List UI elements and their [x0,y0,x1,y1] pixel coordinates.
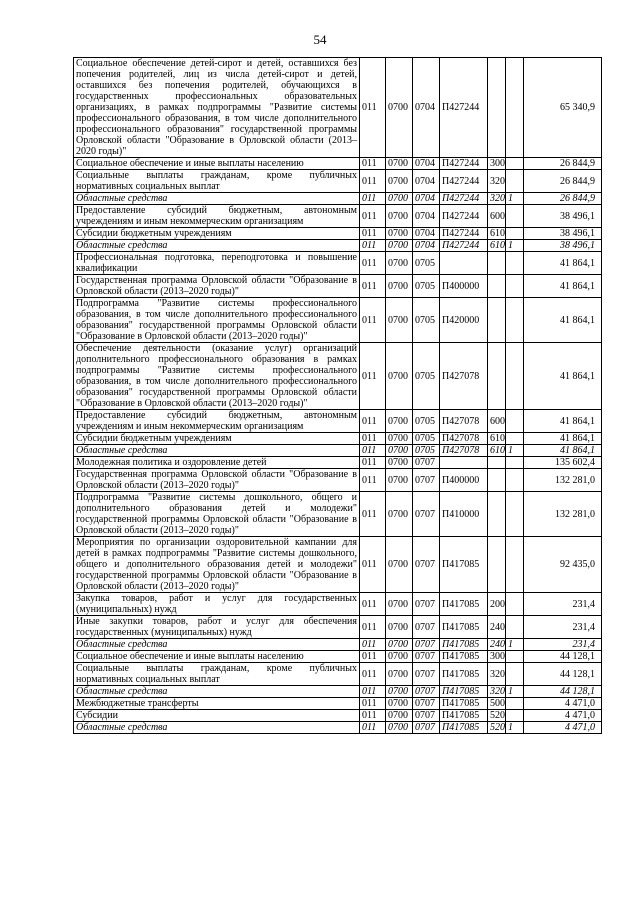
row-code-pr: 0704 [413,205,440,228]
row-code-vr [488,298,506,343]
row-name: Молодежная политика и оздоровление детей [74,457,360,469]
row-code-vr [488,469,506,492]
row-code-gr: 011 [360,433,386,445]
row-code-ss [506,158,524,170]
row-code-vr: 610 [488,433,506,445]
row-code-vr: 610 [488,228,506,240]
row-code-ss [506,170,524,193]
row-code-gr: 011 [360,639,386,651]
table-row [74,343,602,410]
row-code-vr: 300 [488,651,506,663]
table-row [74,722,602,734]
row-code-cs: П427244 [440,240,488,252]
table-row [74,639,602,651]
row-code-pr: 0705 [413,343,440,410]
row-code-cs: П417085 [440,651,488,663]
row-code-cs: П417085 [440,698,488,710]
row-code-vr [488,492,506,537]
row-code-cs [440,252,488,275]
row-name: Подпрограмма "Развитие системы дошкольного, общего и дополнительного образования детей и молодежи" государственной программы Орловской области "Образование в Орловской области (2013–2020 годы)" [74,492,360,537]
row-code-gr: 011 [360,275,386,298]
row-code-cs: П400000 [440,469,488,492]
table-row [74,593,602,616]
row-code-rz: 0700 [386,698,413,710]
row-code-ss: 1 [506,686,524,698]
row-name: Мероприятия по организации оздоровительной кампании для детей в рамках подпрограммы "Развитие системы дошкольного, общего и дополнительного образования детей и молодежи" государственной программы Орловской области "Образование в Орловской области (2013–2020 годы)" [74,537,360,593]
row-amount: 231,4 [524,639,602,651]
row-code-cs: П420000 [440,298,488,343]
row-code-ss [506,616,524,639]
row-amount: 26 844,9 [524,158,602,170]
row-amount: 41 864,1 [524,298,602,343]
row-code-pr: 0707 [413,616,440,639]
row-code-cs: П427244 [440,170,488,193]
row-code-gr: 011 [360,457,386,469]
row-code-cs: П427244 [440,158,488,170]
row-code-vr: 520 [488,722,506,734]
row-name: Профессиональная подготовка, переподготовка и повышение квалификации [74,252,360,275]
row-code-pr: 0707 [413,492,440,537]
row-code-ss [506,433,524,445]
row-code-pr: 0707 [413,639,440,651]
row-code-gr: 011 [360,492,386,537]
row-code-vr: 610 [488,445,506,457]
row-code-ss [506,651,524,663]
row-amount: 231,4 [524,593,602,616]
row-code-gr: 011 [360,205,386,228]
row-code-cs: П417085 [440,663,488,686]
row-code-gr: 011 [360,698,386,710]
row-name: Областные средства [74,686,360,698]
row-amount: 4 471,0 [524,722,602,734]
row-code-cs: П427078 [440,343,488,410]
row-code-gr: 011 [360,469,386,492]
row-code-ss: 1 [506,240,524,252]
row-code-rz: 0700 [386,686,413,698]
row-code-cs: П427244 [440,58,488,158]
row-code-ss [506,343,524,410]
row-code-rz: 0700 [386,298,413,343]
row-code-pr: 0704 [413,228,440,240]
row-amount: 92 435,0 [524,537,602,593]
row-code-vr: 320 [488,170,506,193]
row-code-gr: 011 [360,193,386,205]
table-row [74,686,602,698]
row-amount: 41 864,1 [524,343,602,410]
row-code-rz: 0700 [386,492,413,537]
row-code-ss: 1 [506,639,524,651]
row-code-ss [506,663,524,686]
row-code-gr: 011 [360,158,386,170]
row-name: Субсидии бюджетным учреждениям [74,228,360,240]
row-code-pr: 0707 [413,457,440,469]
row-code-vr: 610 [488,240,506,252]
row-name: Обеспечение деятельности (оказание услуг) организаций дополнительного профессионального образования в рамках подпрограммы "Развитие системы профессионального образования, в том числе дополнительного профессионального образования" государственной программы Орловской области "Образование в Орловской области (2013–2020 годы)" [74,343,360,410]
table-row [74,193,602,205]
table-row [74,298,602,343]
table-row [74,410,602,433]
row-code-cs: П427078 [440,433,488,445]
row-code-cs: П410000 [440,492,488,537]
row-amount: 26 844,9 [524,193,602,205]
row-code-ss [506,205,524,228]
row-amount: 38 496,1 [524,240,602,252]
row-code-cs: П427078 [440,410,488,433]
row-amount: 38 496,1 [524,205,602,228]
row-name: Иные закупки товаров, работ и услуг для обеспечения государственных (муниципальных) нужд [74,616,360,639]
row-code-gr: 011 [360,240,386,252]
row-code-cs: П417085 [440,593,488,616]
row-code-gr: 011 [360,686,386,698]
row-code-pr: 0705 [413,252,440,275]
row-name: Социальное обеспечение и иные выплаты населению [74,158,360,170]
row-code-vr: 600 [488,205,506,228]
row-code-pr: 0705 [413,410,440,433]
row-code-rz: 0700 [386,252,413,275]
row-name: Субсидии бюджетным учреждениям [74,433,360,445]
row-code-rz: 0700 [386,616,413,639]
row-code-rz: 0700 [386,469,413,492]
table-row [74,170,602,193]
row-amount: 135 602,4 [524,457,602,469]
row-name: Межбюджетные трансферты [74,698,360,710]
table-row [74,492,602,537]
row-code-ss: 1 [506,445,524,457]
row-code-ss: 1 [506,722,524,734]
row-code-rz: 0700 [386,205,413,228]
row-code-pr: 0705 [413,433,440,445]
row-name: Областные средства [74,639,360,651]
row-code-cs: П427244 [440,228,488,240]
row-name: Закупка товаров, работ и услуг для государственных (муниципальных) нужд [74,593,360,616]
row-code-vr [488,252,506,275]
row-code-vr: 500 [488,698,506,710]
row-code-cs [440,457,488,469]
row-code-cs: П400000 [440,275,488,298]
row-code-vr [488,537,506,593]
row-code-rz: 0700 [386,228,413,240]
row-code-ss [506,457,524,469]
row-code-ss [506,710,524,722]
row-name: Государственная программа Орловской области "Образование в Орловской области (2013–2020 годы)" [74,469,360,492]
page-number: 54 [313,32,327,47]
row-code-gr: 011 [360,343,386,410]
row-code-rz: 0700 [386,639,413,651]
row-code-rz: 0700 [386,593,413,616]
row-code-pr: 0704 [413,193,440,205]
row-code-ss [506,537,524,593]
table-row [74,710,602,722]
row-amount: 132 281,0 [524,492,602,537]
row-amount: 41 864,1 [524,410,602,433]
row-name: Подпрограмма "Развитие системы профессионального образования, в том числе дополнительного профессионального образования" государственной программы Орловской области "Образование в Орловской области (2013–2020 годы)" [74,298,360,343]
row-code-vr: 600 [488,410,506,433]
table-row [74,240,602,252]
row-code-vr [488,58,506,158]
row-code-ss: 1 [506,193,524,205]
row-code-gr: 011 [360,228,386,240]
row-code-cs: П417085 [440,722,488,734]
row-code-gr: 011 [360,722,386,734]
row-code-pr: 0705 [413,298,440,343]
table-row [74,469,602,492]
row-code-gr: 011 [360,663,386,686]
row-name: Областные средства [74,722,360,734]
row-code-pr: 0704 [413,240,440,252]
row-code-rz: 0700 [386,343,413,410]
row-code-gr: 011 [360,170,386,193]
row-code-rz: 0700 [386,537,413,593]
row-code-gr: 011 [360,710,386,722]
table-row [74,698,602,710]
row-code-vr [488,275,506,298]
row-code-vr [488,343,506,410]
table-row [74,445,602,457]
row-code-ss [506,298,524,343]
row-amount: 44 128,1 [524,651,602,663]
row-code-cs: П427244 [440,193,488,205]
row-code-gr: 011 [360,410,386,433]
table-row [74,205,602,228]
row-name: Социальные выплаты гражданам, кроме публичных нормативных социальных выплат [74,663,360,686]
row-code-rz: 0700 [386,275,413,298]
row-code-cs: П427078 [440,445,488,457]
row-code-gr: 011 [360,537,386,593]
row-code-vr: 320 [488,686,506,698]
row-code-vr [488,457,506,469]
row-code-cs: П417085 [440,686,488,698]
row-code-vr: 240 [488,616,506,639]
row-name: Предоставление субсидий бюджетным, автономным учреждениям и иным некоммерческим организациям [74,205,360,228]
row-code-rz: 0700 [386,410,413,433]
row-code-rz: 0700 [386,240,413,252]
row-name: Областные средства [74,240,360,252]
table-row [74,616,602,639]
table-row [74,228,602,240]
row-code-pr: 0707 [413,537,440,593]
row-amount: 65 340,9 [524,58,602,158]
row-code-gr: 011 [360,593,386,616]
row-code-ss [506,275,524,298]
row-name: Областные средства [74,193,360,205]
row-code-pr: 0707 [413,698,440,710]
row-code-cs: П417085 [440,710,488,722]
row-amount: 41 864,1 [524,252,602,275]
row-code-pr: 0704 [413,58,440,158]
row-code-rz: 0700 [386,58,413,158]
row-code-vr: 320 [488,663,506,686]
table-row [74,457,602,469]
row-code-rz: 0700 [386,457,413,469]
row-amount: 38 496,1 [524,228,602,240]
row-amount: 44 128,1 [524,686,602,698]
row-code-vr: 300 [488,158,506,170]
row-code-gr: 011 [360,616,386,639]
row-code-rz: 0700 [386,722,413,734]
row-code-cs: П417085 [440,639,488,651]
row-code-pr: 0707 [413,651,440,663]
row-code-pr: 0707 [413,469,440,492]
row-code-ss [506,593,524,616]
row-name: Социальное обеспечение и иные выплаты населению [74,651,360,663]
row-code-rz: 0700 [386,193,413,205]
row-code-rz: 0700 [386,663,413,686]
table-row [74,433,602,445]
row-code-pr: 0707 [413,710,440,722]
row-amount: 4 471,0 [524,710,602,722]
row-code-vr: 240 [488,639,506,651]
row-code-cs: П417085 [440,537,488,593]
row-name: Субсидии [74,710,360,722]
row-code-pr: 0707 [413,663,440,686]
row-code-ss [506,492,524,537]
table-row [74,663,602,686]
row-code-rz: 0700 [386,445,413,457]
row-name: Социальные выплаты гражданам, кроме публичных нормативных социальных выплат [74,170,360,193]
row-code-pr: 0704 [413,170,440,193]
row-code-vr: 320 [488,193,506,205]
table-row [74,58,602,158]
budget-table-body [74,58,602,734]
row-amount: 132 281,0 [524,469,602,492]
row-code-gr: 011 [360,651,386,663]
table-row [74,651,602,663]
row-code-vr: 200 [488,593,506,616]
row-code-pr: 0704 [413,158,440,170]
row-code-ss [506,228,524,240]
row-code-rz: 0700 [386,433,413,445]
row-amount: 231,4 [524,616,602,639]
row-code-gr: 011 [360,298,386,343]
table-row [74,537,602,593]
row-code-rz: 0700 [386,710,413,722]
row-code-ss [506,252,524,275]
row-code-vr: 520 [488,710,506,722]
budget-table [73,57,602,734]
row-code-pr: 0707 [413,722,440,734]
row-name: Государственная программа Орловской области "Образование в Орловской области (2013–2020 годы)" [74,275,360,298]
table-row [74,252,602,275]
row-code-rz: 0700 [386,158,413,170]
row-code-pr: 0705 [413,275,440,298]
row-code-gr: 011 [360,58,386,158]
row-code-cs: П417085 [440,616,488,639]
row-code-pr: 0707 [413,593,440,616]
row-code-ss [506,698,524,710]
row-amount: 41 864,1 [524,275,602,298]
table-row [74,275,602,298]
row-code-gr: 011 [360,252,386,275]
row-amount: 41 864,1 [524,433,602,445]
row-code-rz: 0700 [386,170,413,193]
row-code-rz: 0700 [386,651,413,663]
row-code-ss [506,410,524,433]
row-code-ss [506,469,524,492]
table-row [74,158,602,170]
row-code-gr: 011 [360,445,386,457]
row-name: Социальное обеспечение детей-сирот и детей, оставшихся без попечения родителей, лиц из числа детей-сирот и детей, оставшихся без попечения родителей, обучающихся в государственных профессиональных образовательных организациях, в рамках подпрограммы "Развитие системы профессионального образования, в том числе дополнительного профессионального образования" государственной программы Орловской области "Образование в Орловской области (2013–2020 годы)" [74,58,360,158]
row-amount: 4 471,0 [524,698,602,710]
row-code-cs: П427244 [440,205,488,228]
row-name: Предоставление субсидий бюджетным, автономным учреждениям и иным некоммерческим организациям [74,410,360,433]
row-name: Областные средства [74,445,360,457]
row-amount: 41 864,1 [524,445,602,457]
row-amount: 44 128,1 [524,663,602,686]
row-amount: 26 844,9 [524,170,602,193]
row-code-ss [506,58,524,158]
row-code-pr: 0707 [413,686,440,698]
row-code-pr: 0705 [413,445,440,457]
